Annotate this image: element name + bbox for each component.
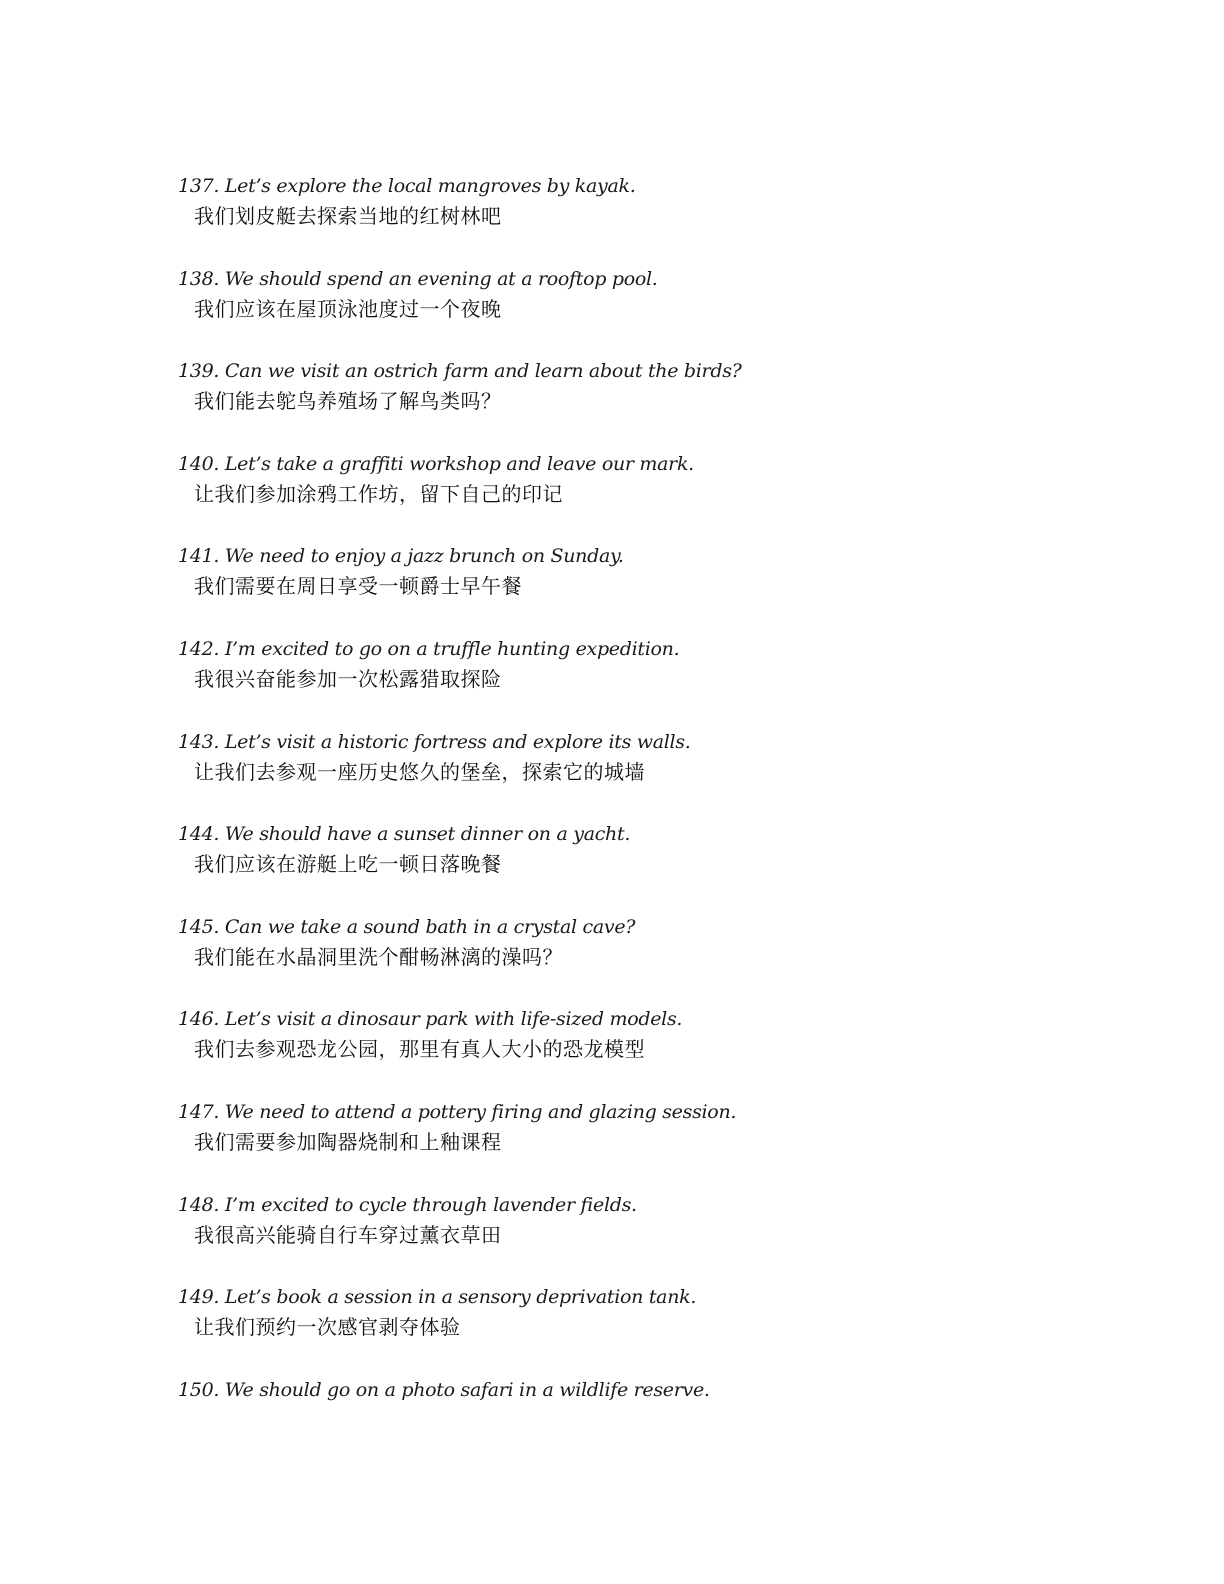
list-item [178,1098,1158,1191]
chinese-translation: 我们能去鸵鸟养殖场了解鸟类吗？ [194,389,502,414]
chinese-translation: 让我们去参观一座历史悠久的堡垒，探索它的城墙 [194,759,645,784]
list-item [178,728,1158,821]
list-item [178,357,1158,450]
chinese-translation: 我们去参观恐龙公园，那里有真人大小的恐龙模型 [194,1037,645,1062]
english-sentence: 143. Let’s visit a historic fortress and explore its walls. [178,730,691,753]
english-sentence: 149. Let’s book a session in a sensory deprivation tank. [178,1286,697,1309]
list-item [178,820,1158,913]
list-item [178,172,1158,265]
list-item [178,1283,1158,1376]
chinese-translation: 我们应该在屋顶泳池度过一个夜晚 [194,296,502,321]
list-item [178,450,1158,543]
english-sentence: 142. I’m excited to go on a truffle hunting expedition. [178,637,680,660]
list-item [178,635,1158,728]
list-item [178,542,1158,635]
list-item [178,1376,1158,1469]
english-sentence: 146. Let’s visit a dinosaur park with life-sized models. [178,1008,683,1031]
english-sentence: 144. We should have a sunset dinner on a yacht. [178,823,631,846]
english-sentence: 137. Let’s explore the local mangroves by kayak. [178,175,636,197]
chinese-translation: 我很兴奋能参加一次松露猎取探险 [194,666,502,691]
list-item [178,265,1158,358]
list-item [178,1005,1158,1098]
english-sentence: 148. I’m excited to cycle through lavender fields. [178,1193,637,1216]
list-item [178,1191,1158,1284]
chinese-translation: 让我们参加涂鸦工作坊，留下自己的印记 [194,481,563,506]
english-sentence: 138. We should spend an evening at a rooftop pool. [178,267,658,290]
english-sentence: 147. We need to attend a pottery firing and glazing session. [178,1100,737,1123]
english-sentence: 145. Can we take a sound bath in a crystal cave? [178,915,636,938]
english-sentence: 139. Can we visit an ostrich farm and learn about the birds? [178,360,742,383]
chinese-translation: 我们应该在游艇上吃一顿日落晚餐 [194,852,502,877]
chinese-translation: 我们需要在周日享受一顿爵士早午餐 [194,574,522,599]
chinese-translation: 我很高兴能骑自行车穿过薰衣草田 [194,1222,502,1247]
sentence-list [178,172,1158,1468]
english-sentence: 141. We need to enjoy a jazz brunch on Sunday. [178,545,624,568]
chinese-translation: 我们需要参加陶器烧制和上釉课程 [194,1129,502,1154]
list-item [178,913,1158,1006]
english-sentence: 140. Let’s take a graffiti workshop and leave our mark. [178,452,694,475]
english-sentence: 150. We should go on a photo safari in a wildlife reserve. [178,1378,710,1401]
chinese-translation: 让我们预约一次感官剥夺体验 [194,1315,461,1340]
chinese-translation: 我们划皮艇去探索当地的红树林吧 [194,204,502,228]
chinese-translation: 我们能在水晶洞里洗个酣畅淋漓的澡吗？ [194,944,563,969]
